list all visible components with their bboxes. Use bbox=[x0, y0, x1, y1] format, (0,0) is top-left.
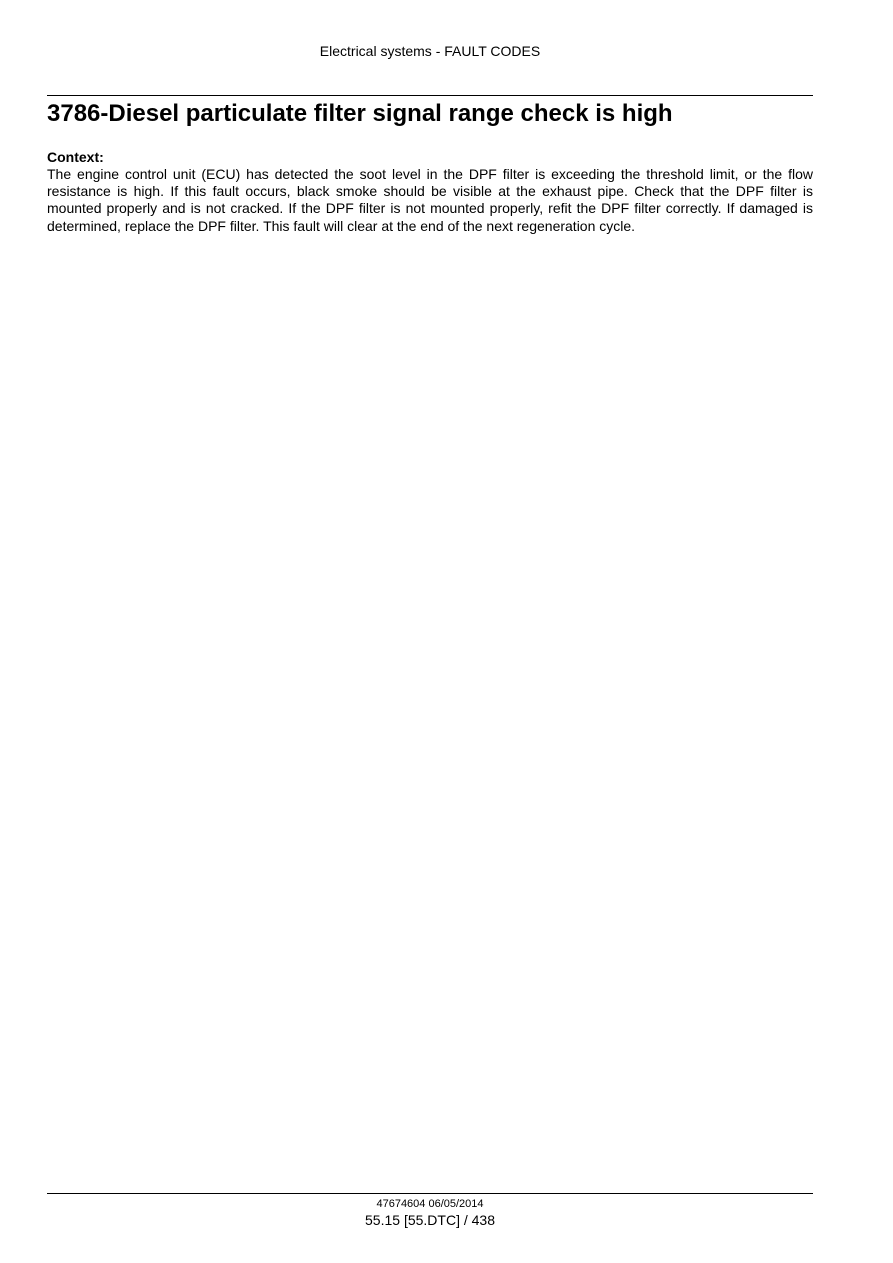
running-header: Electrical systems - FAULT CODES bbox=[319, 43, 541, 59]
title-divider bbox=[47, 95, 813, 96]
footer-document-reference: 47674604 06/05/2014 bbox=[376, 1198, 484, 1210]
footer-page-reference: 55.15 [55.DTC] / 438 bbox=[365, 1212, 495, 1228]
context-label: Context: bbox=[47, 149, 104, 165]
context-text: The engine control unit (ECU) has detected the soot level in the DPF filter is exceeding the threshold limit, or the flow resistance is high. If this fault occurs, black smoke should be visible at the exhaust pipe. Check that the DPF filter is mounted properly and is not cracked. If the DPF filter is not mounted properly, refit the DPF filter correctly. If damaged is determined, replace the DPF filter. This fault will clear at the end of the next regeneration cycle. bbox=[47, 166, 813, 234]
footer-divider bbox=[47, 1193, 813, 1194]
page-title: 3786-Diesel particulate filter signal range check is high bbox=[47, 100, 673, 127]
